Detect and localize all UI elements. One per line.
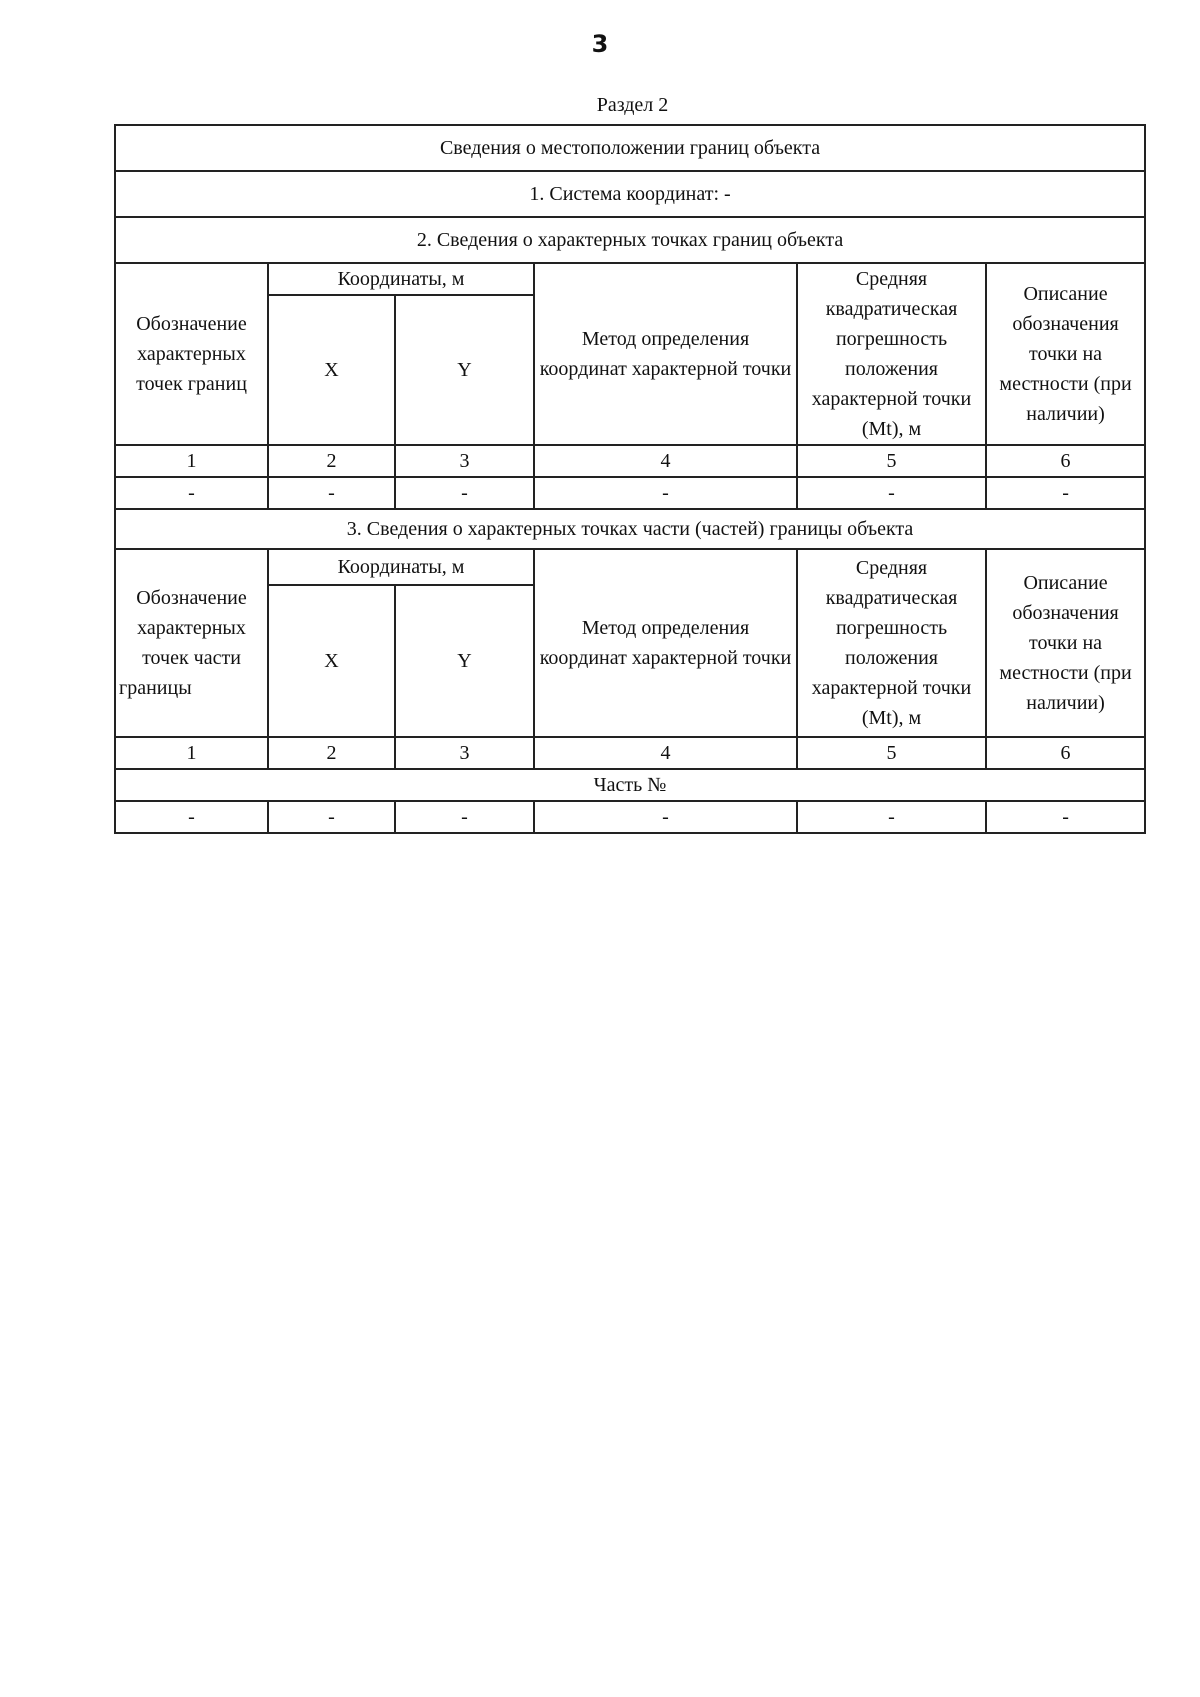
part-label-row xyxy=(115,769,1145,801)
table-cell: - xyxy=(986,477,1145,509)
section-label: Раздел 2 xyxy=(596,94,669,116)
header-error: Средняя квадратическая погрешность положения характерной точки (Mt), м xyxy=(797,549,986,737)
col-number: 1 xyxy=(115,737,268,769)
table-cell: - xyxy=(268,801,395,833)
table-row xyxy=(115,477,1145,509)
table-cell: - xyxy=(115,801,268,833)
header-designation: Обозначение характерных точек границ xyxy=(115,263,268,445)
section3-title: 3. Сведения о характерных точках части (частей) границы объекта xyxy=(115,509,1145,549)
table-cell: - xyxy=(395,801,534,833)
col-number: 2 xyxy=(268,445,395,477)
table-title: Сведения о местоположении границ объекта xyxy=(115,125,1145,171)
col-number: 6 xyxy=(986,737,1145,769)
header-method: Метод определения координат характерной точки xyxy=(534,549,797,737)
header-y: Y xyxy=(395,295,534,445)
coord-system-row xyxy=(115,171,1145,217)
section2-title: 2. Сведения о характерных точках границ объекта xyxy=(115,217,1145,263)
header-method: Метод определения координат характерной точки xyxy=(534,263,797,445)
section2-header-row xyxy=(115,263,1145,295)
table-title-row xyxy=(115,125,1145,171)
table-cell: - xyxy=(534,801,797,833)
col-number: 6 xyxy=(986,445,1145,477)
header-description: Описание обозначения точки на местности (при наличии) xyxy=(986,263,1145,445)
table-cell: - xyxy=(986,801,1145,833)
table-row xyxy=(115,801,1145,833)
header-x: X xyxy=(268,585,395,737)
section2-title-row xyxy=(115,217,1145,263)
col-number: 3 xyxy=(395,737,534,769)
table-cell: - xyxy=(534,477,797,509)
header-y: Y xyxy=(395,585,534,737)
section3-header-row xyxy=(115,549,1145,585)
col-number: 3 xyxy=(395,445,534,477)
table-cell: - xyxy=(797,477,986,509)
col-number: 4 xyxy=(534,737,797,769)
header-coordinates: Координаты, м xyxy=(268,263,534,295)
col-number: 4 xyxy=(534,445,797,477)
col-number: 2 xyxy=(268,737,395,769)
col-number: 5 xyxy=(797,737,986,769)
col-number: 1 xyxy=(115,445,268,477)
table-cell: - xyxy=(395,477,534,509)
table-cell: - xyxy=(797,801,986,833)
table-cell: - xyxy=(268,477,395,509)
page-number: 3 xyxy=(591,30,609,58)
header-description: Описание обозначения точки на местности (при наличии) xyxy=(986,549,1145,737)
column-numbers-row xyxy=(115,445,1145,477)
table-cell: - xyxy=(115,477,268,509)
header-designation-part: Обозначение характерных точек части границы xyxy=(115,549,268,737)
section3-title-row xyxy=(115,509,1145,549)
header-coordinates: Координаты, м xyxy=(268,549,534,585)
header-x: X xyxy=(268,295,395,445)
column-numbers-row xyxy=(115,737,1145,769)
col-number: 5 xyxy=(797,445,986,477)
header-error: Средняя квадратическая погрешность положения характерной точки (Mt), м xyxy=(797,263,986,445)
boundary-table xyxy=(114,124,1146,834)
coord-system: 1. Система координат: - xyxy=(115,171,1145,217)
part-label: Часть № xyxy=(115,769,1145,801)
